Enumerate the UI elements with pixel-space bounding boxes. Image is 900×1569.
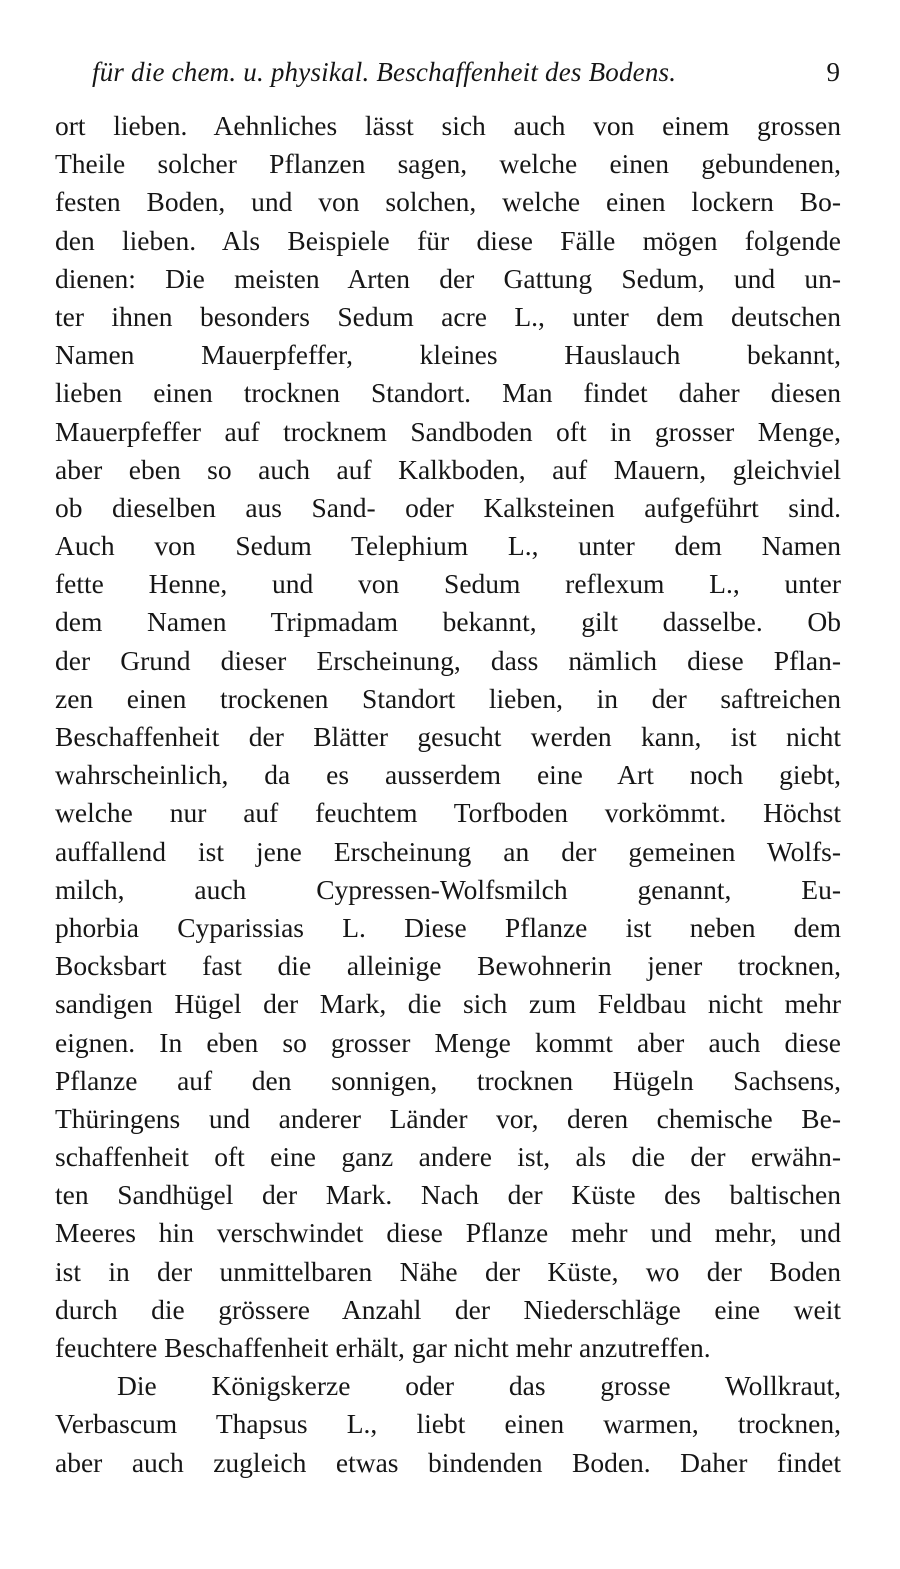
text-line: Beschaffenheit der Blätter gesucht werden kann, ist nicht (55, 721, 841, 752)
text-line: ter ihnen besonders Sedum acre L., unter dem deutschen (55, 300, 841, 332)
text-line: schaffenheit oft eine ganz andere ist, als die der erwähn- (55, 1141, 841, 1173)
text-line: fette Henne, und von Sedum reflexum L., unter (55, 568, 841, 600)
text-line: welche nur auf feuchtem Torfboden vorkömmt. Höchst (55, 797, 841, 829)
text-line: milch, auch Cypressen-Wolfsmilch genannt, Eu- (55, 873, 841, 905)
text-line: festen Boden, und von solchen, welche einen lockern Bo- (55, 186, 841, 218)
text-line: auffallend ist jene Erscheinung an der gemeinen Wolfs- (55, 835, 841, 867)
text-line: Verbascum Thapsus L., liebt einen warmen, trocknen, (55, 1408, 841, 1440)
text-line: wahrscheinlich, da es ausserdem eine Art noch giebt, (55, 759, 841, 791)
running-head-title: für die chem. u. physikal. Beschaffenheit des Bodens. (92, 57, 677, 87)
text-line: ten Sandhügel der Mark. Nach der Küste des baltischen (55, 1179, 841, 1211)
text-line: eignen. In eben so grosser Menge kommt aber auch diese (55, 1026, 841, 1058)
text-line: Mauerpfeffer auf trocknem Sandboden oft in grosser Menge, (55, 415, 841, 447)
text-line: aber eben so auch auf Kalkboden, auf Mauern, gleichviel (55, 453, 841, 485)
text-line: Namen Mauerpfeffer, kleines Hauslauch bekannt, (55, 339, 841, 371)
paragraph-start-line: Die Königskerze oder das grosse Wollkraut, (117, 1370, 841, 1402)
text-line: Meeres hin verschwindet diese Pflanze mehr und mehr, und (55, 1217, 841, 1249)
text-line: ist in der unmittelbaren Nähe der Küste, wo der Boden (55, 1255, 841, 1287)
body-text (55, 107, 841, 1482)
text-line: sandigen Hügel der Mark, die sich zum Feldbau nicht mehr (55, 988, 841, 1020)
page-number: 9 (826, 57, 840, 87)
text-line: Theile solcher Pflanzen sagen, welche einen gebundenen, (55, 148, 841, 180)
text-line: Thüringens und anderer Länder vor, deren chemische Be- (55, 1102, 841, 1134)
text-line: phorbia Cyparissias L. Diese Pflanze ist neben dem (55, 911, 841, 943)
text-line: dienen: Die meisten Arten der Gattung Sedum, und un- (55, 262, 841, 294)
text-line: Pflanze auf den sonnigen, trocknen Hügeln Sachsens, (55, 1064, 841, 1096)
text-line: zen einen trockenen Standort lieben, in der saftreichen (55, 682, 841, 714)
text-line: aber auch zugleich etwas bindenden Boden. Daher findet (55, 1446, 841, 1478)
text-line: ob dieselben aus Sand- oder Kalksteinen aufgeführt sind. (55, 491, 841, 523)
text-line: Bocksbart fast die alleinige Bewohnerin jener trocknen, (55, 950, 841, 982)
running-head (92, 52, 840, 92)
text-line: den lieben. Als Beispiele für diese Fälle mögen folgende (55, 224, 841, 256)
text-line: der Grund dieser Erscheinung, dass nämlich diese Pflan- (55, 644, 841, 676)
text-line: Auch von Sedum Telephium L., unter dem Namen (55, 530, 841, 562)
text-line: lieben einen trocknen Standort. Man findet daher diesen (55, 377, 841, 409)
text-line: durch die grössere Anzahl der Niederschläge eine weit (55, 1293, 841, 1325)
text-line: dem Namen Tripmadam bekannt, gilt dasselbe. Ob (55, 606, 841, 638)
text-line: feuchtere Beschaffenheit erhält, gar nicht mehr anzutreffen. (55, 1332, 711, 1363)
text-line: ort lieben. Aehnliches lässt sich auch von einem grossen (55, 110, 841, 141)
